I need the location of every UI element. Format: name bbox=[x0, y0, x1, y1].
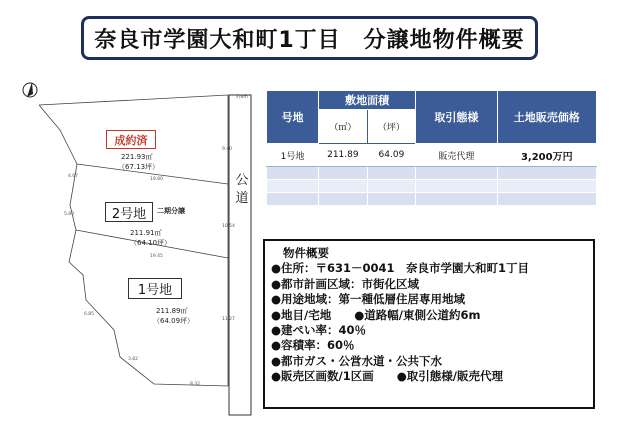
summary-line: ●都市計画区域：市街化区域 bbox=[271, 276, 420, 291]
empty-row bbox=[267, 167, 597, 180]
lot2-area-tsubo: （64.10坪） bbox=[130, 239, 172, 247]
lot3-area-m2: 221.93㎡ bbox=[121, 153, 153, 161]
summary-line: ●地目/宅地 ●道路幅/東側公道約6m bbox=[271, 307, 481, 322]
dimension-label: 11.27 bbox=[222, 317, 235, 322]
dimension-label: 19.45 bbox=[150, 254, 163, 259]
road-label: 公 道 bbox=[235, 173, 249, 206]
page-title: 奈良市学園大和町1丁目 分譲地物件概要 bbox=[81, 16, 538, 60]
summary-line: ●容積率：60％ bbox=[271, 338, 355, 353]
header-lot: 号地 bbox=[267, 91, 319, 144]
lot2-area-m2: 211.91㎡ bbox=[130, 229, 162, 237]
header-area: 敷地面積 bbox=[319, 91, 416, 110]
summary-line: ●住所：〒631－0041 奈良市学園大和町1丁目 bbox=[271, 261, 530, 276]
table-row bbox=[267, 144, 597, 167]
empty-row bbox=[267, 180, 597, 193]
property-table bbox=[266, 90, 597, 206]
header-area-m2: （㎡） bbox=[319, 110, 368, 144]
summary-heading: 物件概要 bbox=[283, 246, 329, 260]
sold-badge: 成約済 bbox=[106, 130, 156, 149]
cell-deal: 販売代理 bbox=[416, 144, 497, 167]
lot2-label: 2号地 bbox=[105, 202, 153, 222]
header-area-tsubo: （坪） bbox=[367, 110, 416, 144]
road-width-label: 約6m bbox=[236, 95, 248, 100]
dimension-label: 4.67 bbox=[68, 174, 79, 179]
cell-m2: 211.89 bbox=[319, 144, 368, 167]
cell-lot: 1号地 bbox=[267, 144, 319, 167]
summary-line: ●建ぺい率：40％ bbox=[271, 323, 367, 338]
dimension-label: 10.54 bbox=[222, 224, 235, 229]
dimension-label: 19.80 bbox=[150, 177, 163, 182]
road bbox=[229, 95, 251, 415]
north-arrow-icon bbox=[23, 82, 37, 97]
empty-row bbox=[267, 193, 597, 206]
dimension-label: 3.82 bbox=[128, 357, 139, 362]
summary-line: ●都市ガス・公営水道・公共下水 bbox=[271, 353, 443, 368]
dimension-label: 9.40 bbox=[222, 147, 233, 152]
lot1-area-m2: 211.89㎡ bbox=[156, 307, 188, 315]
dimension-label: 5.80 bbox=[64, 212, 75, 217]
summary-line: ●販売区画数/1区画 ●取引態様/販売代理 bbox=[271, 369, 503, 384]
property-summary bbox=[263, 239, 595, 409]
header-price: 土地販売価格 bbox=[497, 91, 596, 144]
lot3-area-tsubo: （67.13坪） bbox=[118, 163, 160, 171]
cell-tsubo: 64.09 bbox=[367, 144, 416, 167]
dimension-label: 6.85 bbox=[84, 312, 95, 317]
header-deal: 取引態様 bbox=[416, 91, 497, 144]
summary-line: ●用途地域：第一種低層住居専用地域 bbox=[271, 292, 466, 307]
lot1-area-tsubo: （64.09坪） bbox=[153, 317, 195, 325]
cell-price: 3,200万円 bbox=[497, 144, 596, 167]
lot1-label: 1号地 bbox=[128, 278, 182, 299]
dimension-label: 8.32 bbox=[190, 382, 201, 387]
lot2-note: 二期分譲 bbox=[157, 207, 185, 215]
